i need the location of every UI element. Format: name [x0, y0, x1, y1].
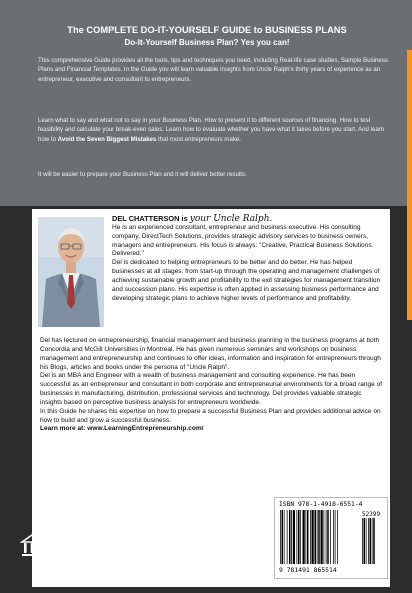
bio-paragraph-2: Del is dedicated to helping entrepreneurs to be better and do better. He has helped businesses at all stages: from start-up through the operating and management challenges of achieving sustainable growth and profitability to the exit strategies for management transition and succession plans. His expertise is often applied in assessing business performance and developing strategic plans to achieve higher levels of performance and profitability.: [112, 259, 381, 302]
barcode-bar: [297, 510, 298, 564]
bio-intro: [112, 215, 384, 303]
barcode-bar: [317, 510, 318, 564]
isbn-barcode: [274, 497, 388, 579]
barcode-bar: [330, 510, 331, 564]
barcode-bar: [280, 510, 281, 564]
house-columns-icon: [20, 533, 44, 557]
barcode-addon-bar: [364, 518, 366, 564]
barcode-bar: [306, 510, 307, 564]
barcode-bar: [289, 510, 291, 564]
author-photo: [38, 217, 104, 327]
barcode-addon-text: 52399: [362, 511, 381, 518]
isbn-text: ISBN 978-1-4918-6551-4: [279, 501, 363, 508]
cover-subtitle: Do-It-Yourself Business Plan? Yes you can!: [124, 38, 290, 47]
barcode-addon-bar: [366, 518, 367, 564]
barcode-digits: 9 781491 865514: [279, 566, 337, 574]
publisher-logo: [20, 532, 160, 558]
barcode-addon-bar: [373, 518, 375, 564]
barcode-bar: [298, 510, 300, 564]
barcode-addon-bar: [370, 518, 372, 564]
uncle-ralph-signature: your Uncle Ralph.: [189, 214, 273, 224]
author-bio-panel: [32, 209, 390, 587]
barcode-bar: [287, 510, 288, 564]
blurb-paragraph-3: It will be easier to prepare your Business Plan and it will deliver better results.: [38, 171, 247, 178]
barcode-bar: [321, 510, 323, 564]
bio-paragraph-4: Del is an MBA and Engineer with a wealth of business management and consulting experience. He has been successful as an entrepreneur and consultant in both corporate and entrepreneurial environments for a broad range of businesses in manufacturing, distribution, professional services and technology. Del provides valuable strategic insights based on perceptive business analysis for entrepreneurs worldwide.: [40, 372, 383, 406]
barcode-bar: [307, 510, 309, 564]
barcode-bar: [318, 510, 320, 564]
barcode-bar: [335, 510, 336, 564]
barcode-bar: [293, 510, 295, 564]
barcode-graphic: [278, 510, 384, 574]
barcode-bar: [315, 510, 317, 564]
barcode-bar: [300, 510, 301, 564]
blurb-paragraph-2: Learn what to say and what not to say in your Business Plan. How to present it to different sources of financing. How to test feasibility and calculate your break-even sales. Learn how to evaluate whether you have what it takes before you start. And learn how to Avoid the Seven Biggest Mistakes that most entrepreneurs make.: [38, 117, 385, 143]
bio-paragraph-5: In this Guide he shares his expertise on how to prepare a successful Business Plan and provides additional advice on how to build and grow a successful business.: [40, 407, 381, 424]
barcode-bar: [303, 510, 305, 564]
barcode-addon-bar: [362, 518, 363, 564]
barcode-bar: [284, 510, 285, 564]
blurb-paragraph-1: This comprehensive Guide provides all the tools, tips and techniques you need, including Real-life case studies, Sample Business Plans and Financial Templates. In the Guide you will learn valuable insights from Uncle Ralph's thirty years of experience as an entrepreneur, executive and consultant to entrepreneurs.: [38, 57, 388, 83]
barcode-bar: [312, 510, 314, 564]
cover-title: The COMPLETE DO-IT-YOURSELF GUIDE to BUSINESS PLANS: [67, 25, 347, 35]
learn-more-link-text: Learn more at: www.LearningEntrepreneurship.com/: [40, 425, 204, 433]
barcode-addon-bar: [372, 518, 373, 564]
seven-mistakes-highlight: Avoid the Seven Biggest Mistakes: [57, 135, 157, 143]
barcode-bar: [326, 510, 327, 564]
publisher-wordmark: authorHOUSE®: [50, 536, 161, 554]
barcode-bar: [327, 510, 329, 564]
author-portrait-illustration: [38, 217, 104, 327]
bio-paragraph-1: He is an experienced consultant, entrepreneur and business executive. His consulting company, DirectTech Solutions, provides strategic advisory services to business owners, managers and entrepreneurs. His focus is always: "Creative, Practical Business Solutions. Delivered.": [112, 223, 374, 258]
accent-stripe: [407, 50, 412, 320]
barcode-bar: [324, 510, 325, 564]
barcode-addon-bar: [368, 518, 369, 564]
barcode-bar: [282, 510, 284, 564]
bio-continued: [40, 337, 384, 434]
barcode-bar: [333, 510, 334, 564]
author-name-line: DEL CHATTERSON is your Uncle Ralph.: [112, 214, 273, 224]
bio-paragraph-3: Del has lectured on entrepreneurship, financial management and business planning in the business programs at both Concordia and McGill Universities in Montreal. He has given numerous seminars and workshops on business management and entrepreneurship and continues to offer ideas, information and inspiration for entrepreneurs through his Blogs, articles and books under the persona of "Uncle Ralph".: [40, 337, 381, 371]
barcode-bar: [291, 510, 292, 564]
back-cover-top-band: [0, 0, 412, 206]
barcode-bar: [310, 510, 311, 564]
barcode-bar: [337, 510, 338, 564]
